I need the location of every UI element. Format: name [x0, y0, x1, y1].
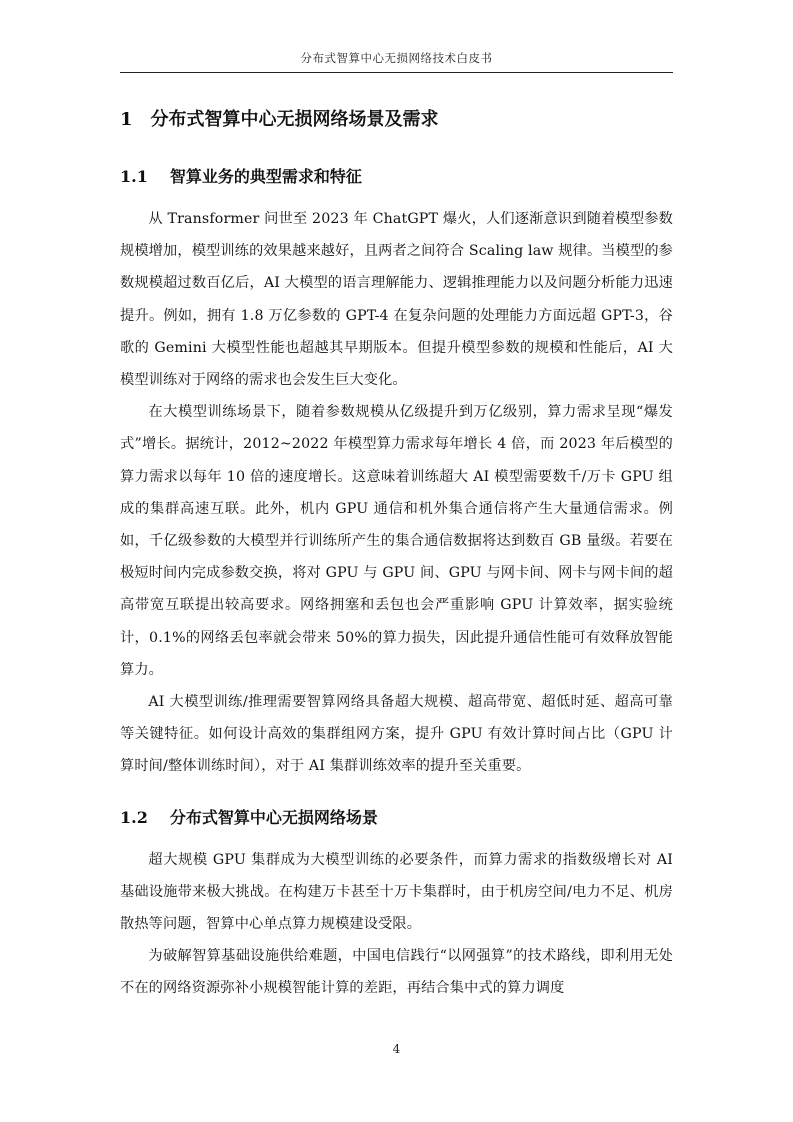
paragraph: 为破解智算基础设施供给难题，中国电信践行“以网强算”的技术路线，即利用无处不在的网络资源弥补小规模智能计算的差距，再结合集中式的算力调度 — [120, 948, 673, 997]
section-number: 1.1 — [120, 167, 148, 186]
section-body-1-2 — [120, 844, 673, 1005]
page-content — [120, 96, 673, 1005]
paragraph: 从 Transformer 问世至 2023 年 ChatGPT 爆火，人们逐渐意识到随着模型参数规模增加，模型训练的效果越来越好，且两者之间符合 Scaling law 规律。当模型的参数规模超过数百亿后，AI 大模型的语言理解能力、逻辑推理能力以及问题分析能力迅速提升。例如，拥有 1.8 万亿参数的 GPT-4 在复杂问题的处理能力方面远超 GPT-3，谷歌的 Gemini 大模型性能也超越其早期版本。但提升模型参数的规模和性能后，AI 大模型训练对于网络的需求也会发生巨大变化。 — [120, 211, 673, 389]
chapter-heading — [120, 106, 673, 134]
section-number: 1.2 — [120, 807, 148, 827]
page-number: 4 — [392, 1042, 401, 1056]
section-title: 分布式智算中心无损网络场景 — [169, 807, 378, 827]
chapter-number: 1 — [120, 109, 133, 130]
section-body-1-1 — [120, 203, 673, 783]
paragraph: 超大规模 GPU 集群成为大模型训练的必要条件，而算力需求的指数级增长对 AI 基础设施带来极大挑战。在构建万卡甚至十万卡集群时，由于机房空间/电力不足、机房散热等问题，智算中心单点算力规模建设受限。 — [120, 851, 673, 933]
section-title: 智算业务的典型需求和特征 — [169, 167, 362, 186]
paragraph: AI 大模型训练/推理需要智算网络具备超大规模、超高带宽、超低时延、超高可靠等关键特征。如何设计高效的集群组网方案，提升 GPU 有效计算时间占比（GPU 计算时间/整体训练时间），对于 AI 集群训练效率的提升至关重要。 — [120, 694, 673, 775]
section-heading-1-1 — [120, 164, 673, 190]
section-heading-1-2 — [120, 805, 673, 831]
header-rule — [120, 72, 673, 73]
running-header: 分布式智算中心无损网络技术白皮书 — [300, 51, 493, 65]
chapter-title: 分布式智算中心无损网络场景及需求 — [150, 109, 439, 130]
paragraph: 在大模型训练场景下，随着参数规模从亿级提升到万亿级别，算力需求呈现“爆发式”增长。据统计，2012~2022 年模型算力需求每年增长 4 倍，而 2023 年后模型的算力需求以每年 10 倍的速度增长。这意味着训练超大 AI 模型需要数千/万卡 GPU 组成的集群高速互联。此外，机内 GPU 通信和机外集合通信将产生大量通信需求。例如，千亿级参数的大模型并行训练所产生的集合通信数据将达到数百 GB 量级。若要在极短时间内完成参数交换，将对 GPU 与 GPU 间、GPU 与网卡间、网卡与网卡间的超高带宽互联提出较高要求。网络拥塞和丢包也会严重影响 GPU 计算效率，据实验统计，0.1%的网络丢包率就会带来 50%的算力损失，因此提升通信性能可有效释放智能算力。 — [120, 404, 673, 678]
